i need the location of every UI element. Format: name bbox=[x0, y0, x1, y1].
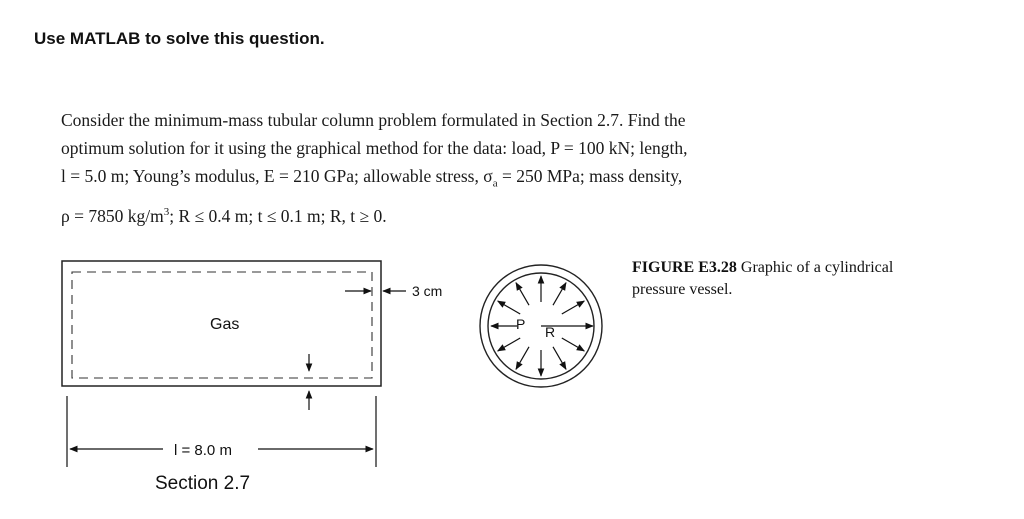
length-label: l = 8.0 m bbox=[174, 442, 232, 459]
section-label: Section 2.7 bbox=[155, 473, 251, 494]
pressure-label: P bbox=[516, 316, 526, 332]
problem-line-1: Consider the minimum-mass tubular column problem formulated in Section 2.7. Find the bbox=[61, 110, 686, 130]
problem-line-3-rest: = 250 MPa; mass density, bbox=[497, 166, 683, 186]
pressure-arrow bbox=[516, 347, 529, 370]
pressure-arrow bbox=[562, 301, 585, 314]
thickness-label: 3 cm bbox=[412, 283, 443, 299]
pressure-arrow bbox=[553, 347, 566, 370]
pressure-arrow bbox=[498, 301, 521, 314]
problem-line-4-main: ρ = 7850 kg/m bbox=[61, 205, 164, 226]
thickness-arrows bbox=[309, 291, 406, 410]
figure-number: FIGURE E3.28 bbox=[632, 259, 737, 276]
sigma-subscript: a bbox=[492, 177, 498, 190]
pressure-arrow bbox=[562, 338, 585, 351]
instruction-text: Use MATLAB to solve this question. bbox=[34, 29, 325, 48]
radius-label: R bbox=[545, 324, 556, 340]
cubic-superscript: 3 bbox=[163, 205, 170, 218]
problem-line-4-rest: ; R ≤ 0.4 m; t ≤ 0.1 m; R, t ≥ 0. bbox=[169, 205, 387, 226]
figure-caption-text: Graphic of a cylindrical pressure vessel. bbox=[632, 259, 894, 298]
pressure-arrow bbox=[516, 283, 529, 306]
gas-label: Gas bbox=[210, 316, 240, 333]
pressure-arrow bbox=[553, 283, 566, 306]
pressure-arrow bbox=[498, 338, 521, 351]
problem-line-2: optimum solution for it using the graphical method for the data: load, P = 100 kN; length, bbox=[61, 138, 688, 158]
problem-line-3-main: l = 5.0 m; Young’s modulus, E = 210 GPa; allowable stress, σ bbox=[61, 166, 493, 186]
figure-caption bbox=[632, 257, 932, 301]
